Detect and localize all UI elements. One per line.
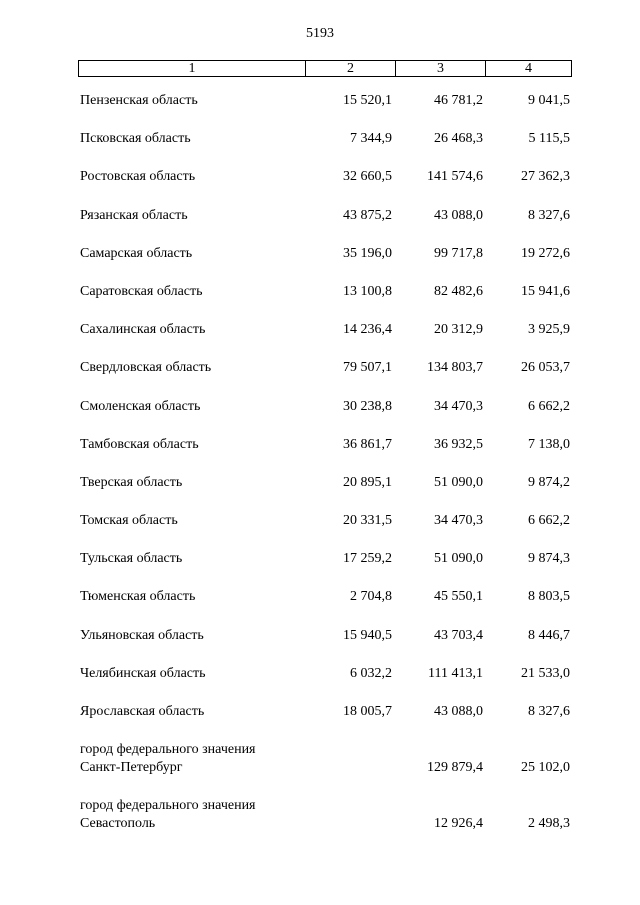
- value-col-3: 51 090,0: [434, 551, 483, 567]
- value-col-4: 8 327,6: [528, 704, 570, 719]
- value-col-3: 43 703,4: [434, 627, 483, 643]
- column-header-4: 4: [525, 61, 532, 76]
- value-col-3: 43 088,0: [434, 207, 483, 223]
- region-name: Сахалинская область: [80, 322, 206, 338]
- value-col-2: 17 259,2: [343, 551, 392, 567]
- table-row-federal-city: [0, 797, 640, 853]
- region-name: Псковская область: [80, 131, 191, 147]
- region-name: Пензенская область: [80, 93, 198, 108]
- value-col-2: 18 005,7: [343, 704, 392, 719]
- table-body: [0, 92, 640, 853]
- value-col-4: 9 874,3: [528, 551, 570, 567]
- value-col-2: 15 520,1: [343, 93, 392, 108]
- value-col-3: 45 550,1: [434, 589, 483, 605]
- value-col-4: 5 115,5: [528, 131, 570, 147]
- region-name-line-1: город федерального значения: [80, 798, 256, 814]
- value-col-4: 21 533,0: [521, 665, 570, 681]
- region-name: Самарская область: [80, 245, 193, 261]
- table-row: [0, 550, 640, 588]
- value-col-3: 34 470,3: [434, 398, 483, 414]
- value-col-4: 8 446,7: [528, 627, 570, 643]
- table-row-federal-city: [0, 741, 640, 797]
- column-header-2: 2: [306, 61, 396, 76]
- region-name: Рязанская область: [80, 207, 188, 223]
- value-col-3: 20 312,9: [434, 322, 483, 338]
- table-row: [0, 398, 640, 436]
- region-name-line-2: Севастополь: [80, 816, 156, 832]
- value-col-3: 129 879,4: [427, 760, 483, 776]
- region-name: Тульская область: [80, 551, 183, 567]
- table-row: [0, 92, 640, 130]
- value-col-3: 134 803,7: [427, 360, 483, 376]
- table-header: [78, 60, 572, 77]
- value-col-3: 99 717,8: [434, 245, 483, 261]
- value-col-4: 2 498,3: [528, 816, 570, 832]
- value-col-4: 26 053,7: [521, 360, 570, 376]
- value-col-2: 7 344,9: [350, 131, 392, 147]
- region-name-line-1: город федерального значения: [80, 742, 256, 758]
- region-name: Ростовская область: [80, 169, 196, 185]
- value-col-4: 27 362,3: [521, 169, 570, 185]
- table-row: [0, 359, 640, 397]
- region-name: Ярославская область: [80, 704, 205, 719]
- table-row: [0, 588, 640, 626]
- table-row: [0, 168, 640, 206]
- value-col-3: 26 468,3: [434, 131, 483, 147]
- value-col-2: 20 331,5: [343, 513, 392, 529]
- region-name: Свердловская область: [80, 360, 212, 376]
- value-col-4: 7 138,0: [528, 436, 570, 452]
- column-header-1: 1: [79, 61, 306, 76]
- table-row: [0, 436, 640, 474]
- value-col-4: 6 662,2: [528, 513, 570, 529]
- value-col-2: 15 940,5: [343, 627, 392, 643]
- value-col-2: 36 861,7: [343, 436, 392, 452]
- region-name: Саратовская область: [80, 283, 203, 299]
- value-col-3: 46 781,2: [434, 93, 483, 108]
- value-col-3: 12 926,4: [434, 816, 483, 832]
- region-name: Ульяновская область: [80, 627, 204, 643]
- value-col-4: 3 925,9: [528, 322, 570, 338]
- region-name: Тамбовская область: [80, 436, 199, 452]
- region-name: [80, 797, 256, 833]
- value-col-3: 51 090,0: [434, 474, 483, 490]
- region-name: [80, 741, 256, 777]
- value-col-3: 141 574,6: [427, 169, 483, 185]
- value-col-3: 82 482,6: [434, 283, 483, 299]
- value-col-2: 13 100,8: [343, 283, 392, 299]
- value-col-2: 43 875,2: [343, 207, 392, 223]
- region-name: Тверская область: [80, 474, 183, 490]
- value-col-4: 8 327,6: [528, 207, 570, 223]
- table-row: [0, 512, 640, 550]
- value-col-2: 14 236,4: [343, 322, 392, 338]
- column-header-3: 3: [396, 61, 486, 76]
- region-name: Смоленская область: [80, 398, 201, 414]
- table-row: [0, 321, 640, 359]
- region-name: Томская область: [80, 513, 178, 529]
- table-row: [0, 703, 640, 741]
- table-row: [0, 665, 640, 703]
- value-col-3: 111 413,1: [428, 665, 483, 681]
- value-col-4: 6 662,2: [528, 398, 570, 414]
- region-name-line-2: Санкт-Петербург: [80, 760, 183, 776]
- region-name: Челябинская область: [80, 665, 206, 681]
- table-row: [0, 130, 640, 168]
- value-col-4: 15 941,6: [521, 283, 570, 299]
- value-col-2: 30 238,8: [343, 398, 392, 414]
- table-row: [0, 245, 640, 283]
- value-col-2: 35 196,0: [343, 245, 392, 261]
- value-col-4: 9 874,2: [528, 474, 570, 490]
- value-col-3: 36 932,5: [434, 436, 483, 452]
- value-col-2: 6 032,2: [350, 665, 392, 681]
- value-col-2: 32 660,5: [343, 169, 392, 185]
- page-number: 5193: [306, 26, 334, 41]
- table-row: [0, 627, 640, 665]
- value-col-2: 79 507,1: [343, 360, 392, 376]
- value-col-3: 34 470,3: [434, 513, 483, 529]
- value-col-4: 8 803,5: [528, 589, 570, 605]
- value-col-2: 20 895,1: [343, 474, 392, 490]
- value-col-4: 19 272,6: [521, 245, 570, 261]
- value-col-4: 25 102,0: [521, 760, 570, 776]
- value-col-2: 2 704,8: [350, 589, 392, 605]
- table-row: [0, 207, 640, 245]
- table-row: [0, 283, 640, 321]
- table-row: [0, 474, 640, 512]
- region-name: Тюменская область: [80, 589, 196, 605]
- value-col-4: 9 041,5: [528, 93, 570, 108]
- value-col-3: 43 088,0: [434, 704, 483, 719]
